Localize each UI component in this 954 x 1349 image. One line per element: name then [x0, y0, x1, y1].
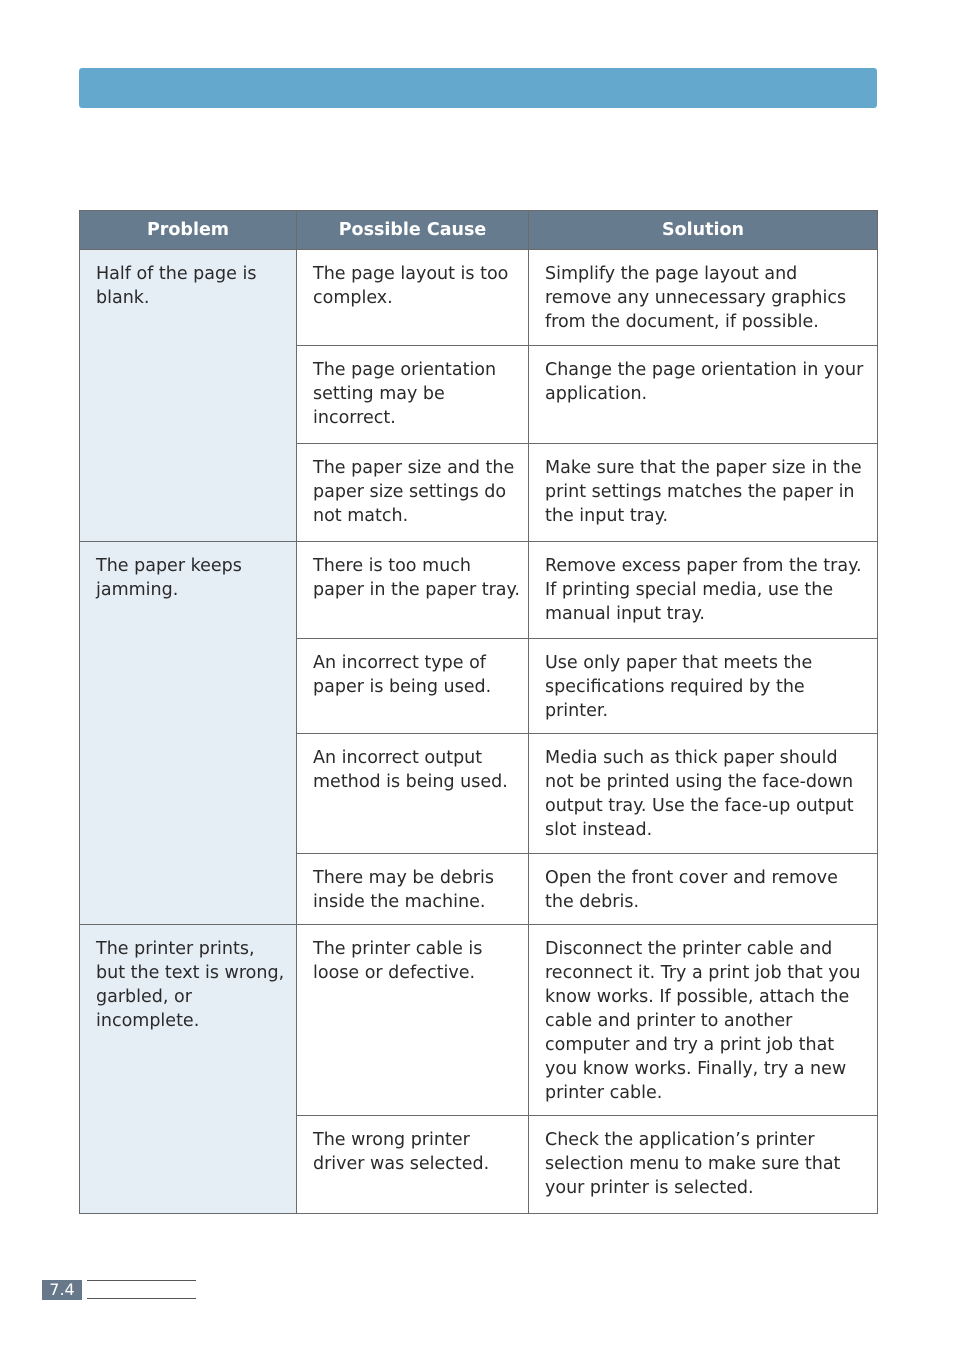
troubleshooting-table [79, 210, 878, 1214]
footer-rule-top [87, 1280, 196, 1281]
solution-cell: Open the front cover and remove the debris. [529, 854, 878, 925]
problem-cell: The printer prints, but the text is wrong, garbled, or incomplete. [80, 925, 297, 1214]
cause-cell: There is too much paper in the paper tray. [297, 542, 529, 639]
solution-cell: Use only paper that meets the specifications required by the printer. [529, 639, 878, 734]
cause-cell: The page orientation setting may be incorrect. [297, 346, 529, 444]
table-row [80, 542, 878, 639]
solution-cell: Change the page orientation in your application. [529, 346, 878, 444]
cause-cell: An incorrect type of paper is being used. [297, 639, 529, 734]
footer-rule-bottom [87, 1298, 196, 1299]
section-header-bar [79, 68, 877, 108]
cause-cell: The page layout is too complex. [297, 250, 529, 346]
problem-cell: The paper keeps jamming. [80, 542, 297, 925]
solution-cell: Remove excess paper from the tray. If printing special media, use the manual input tray. [529, 542, 878, 639]
problem-cell: Half of the page is blank. [80, 250, 297, 542]
solution-cell: Check the application’s printer selection menu to make sure that your printer is selected. [529, 1116, 878, 1214]
table-row [80, 925, 878, 1116]
table-header-row [80, 211, 878, 250]
header-solution: Solution [529, 211, 878, 250]
solution-cell: Disconnect the printer cable and reconnect it. Try a print job that you know works. If possible, attach the cable and printer to another computer and try a print job that you know works. Finally, try a new printer cable. [529, 925, 878, 1116]
cause-cell: There may be debris inside the machine. [297, 854, 529, 925]
solution-cell: Make sure that the paper size in the print settings matches the paper in the input tray. [529, 444, 878, 542]
table-row [80, 250, 878, 346]
cause-cell: The paper size and the paper size settings do not match. [297, 444, 529, 542]
cause-cell: An incorrect output method is being used. [297, 734, 529, 854]
solution-cell: Simplify the page layout and remove any unnecessary graphics from the document, if possible. [529, 250, 878, 346]
solution-cell: Media such as thick paper should not be printed using the face-down output tray. Use the face-up output slot instead. [529, 734, 878, 854]
header-possible-cause: Possible Cause [297, 211, 529, 250]
cause-cell: The wrong printer driver was selected. [297, 1116, 529, 1214]
cause-cell: The printer cable is loose or defective. [297, 925, 529, 1116]
page-number: 7.4 [42, 1280, 82, 1300]
header-problem: Problem [80, 211, 297, 250]
